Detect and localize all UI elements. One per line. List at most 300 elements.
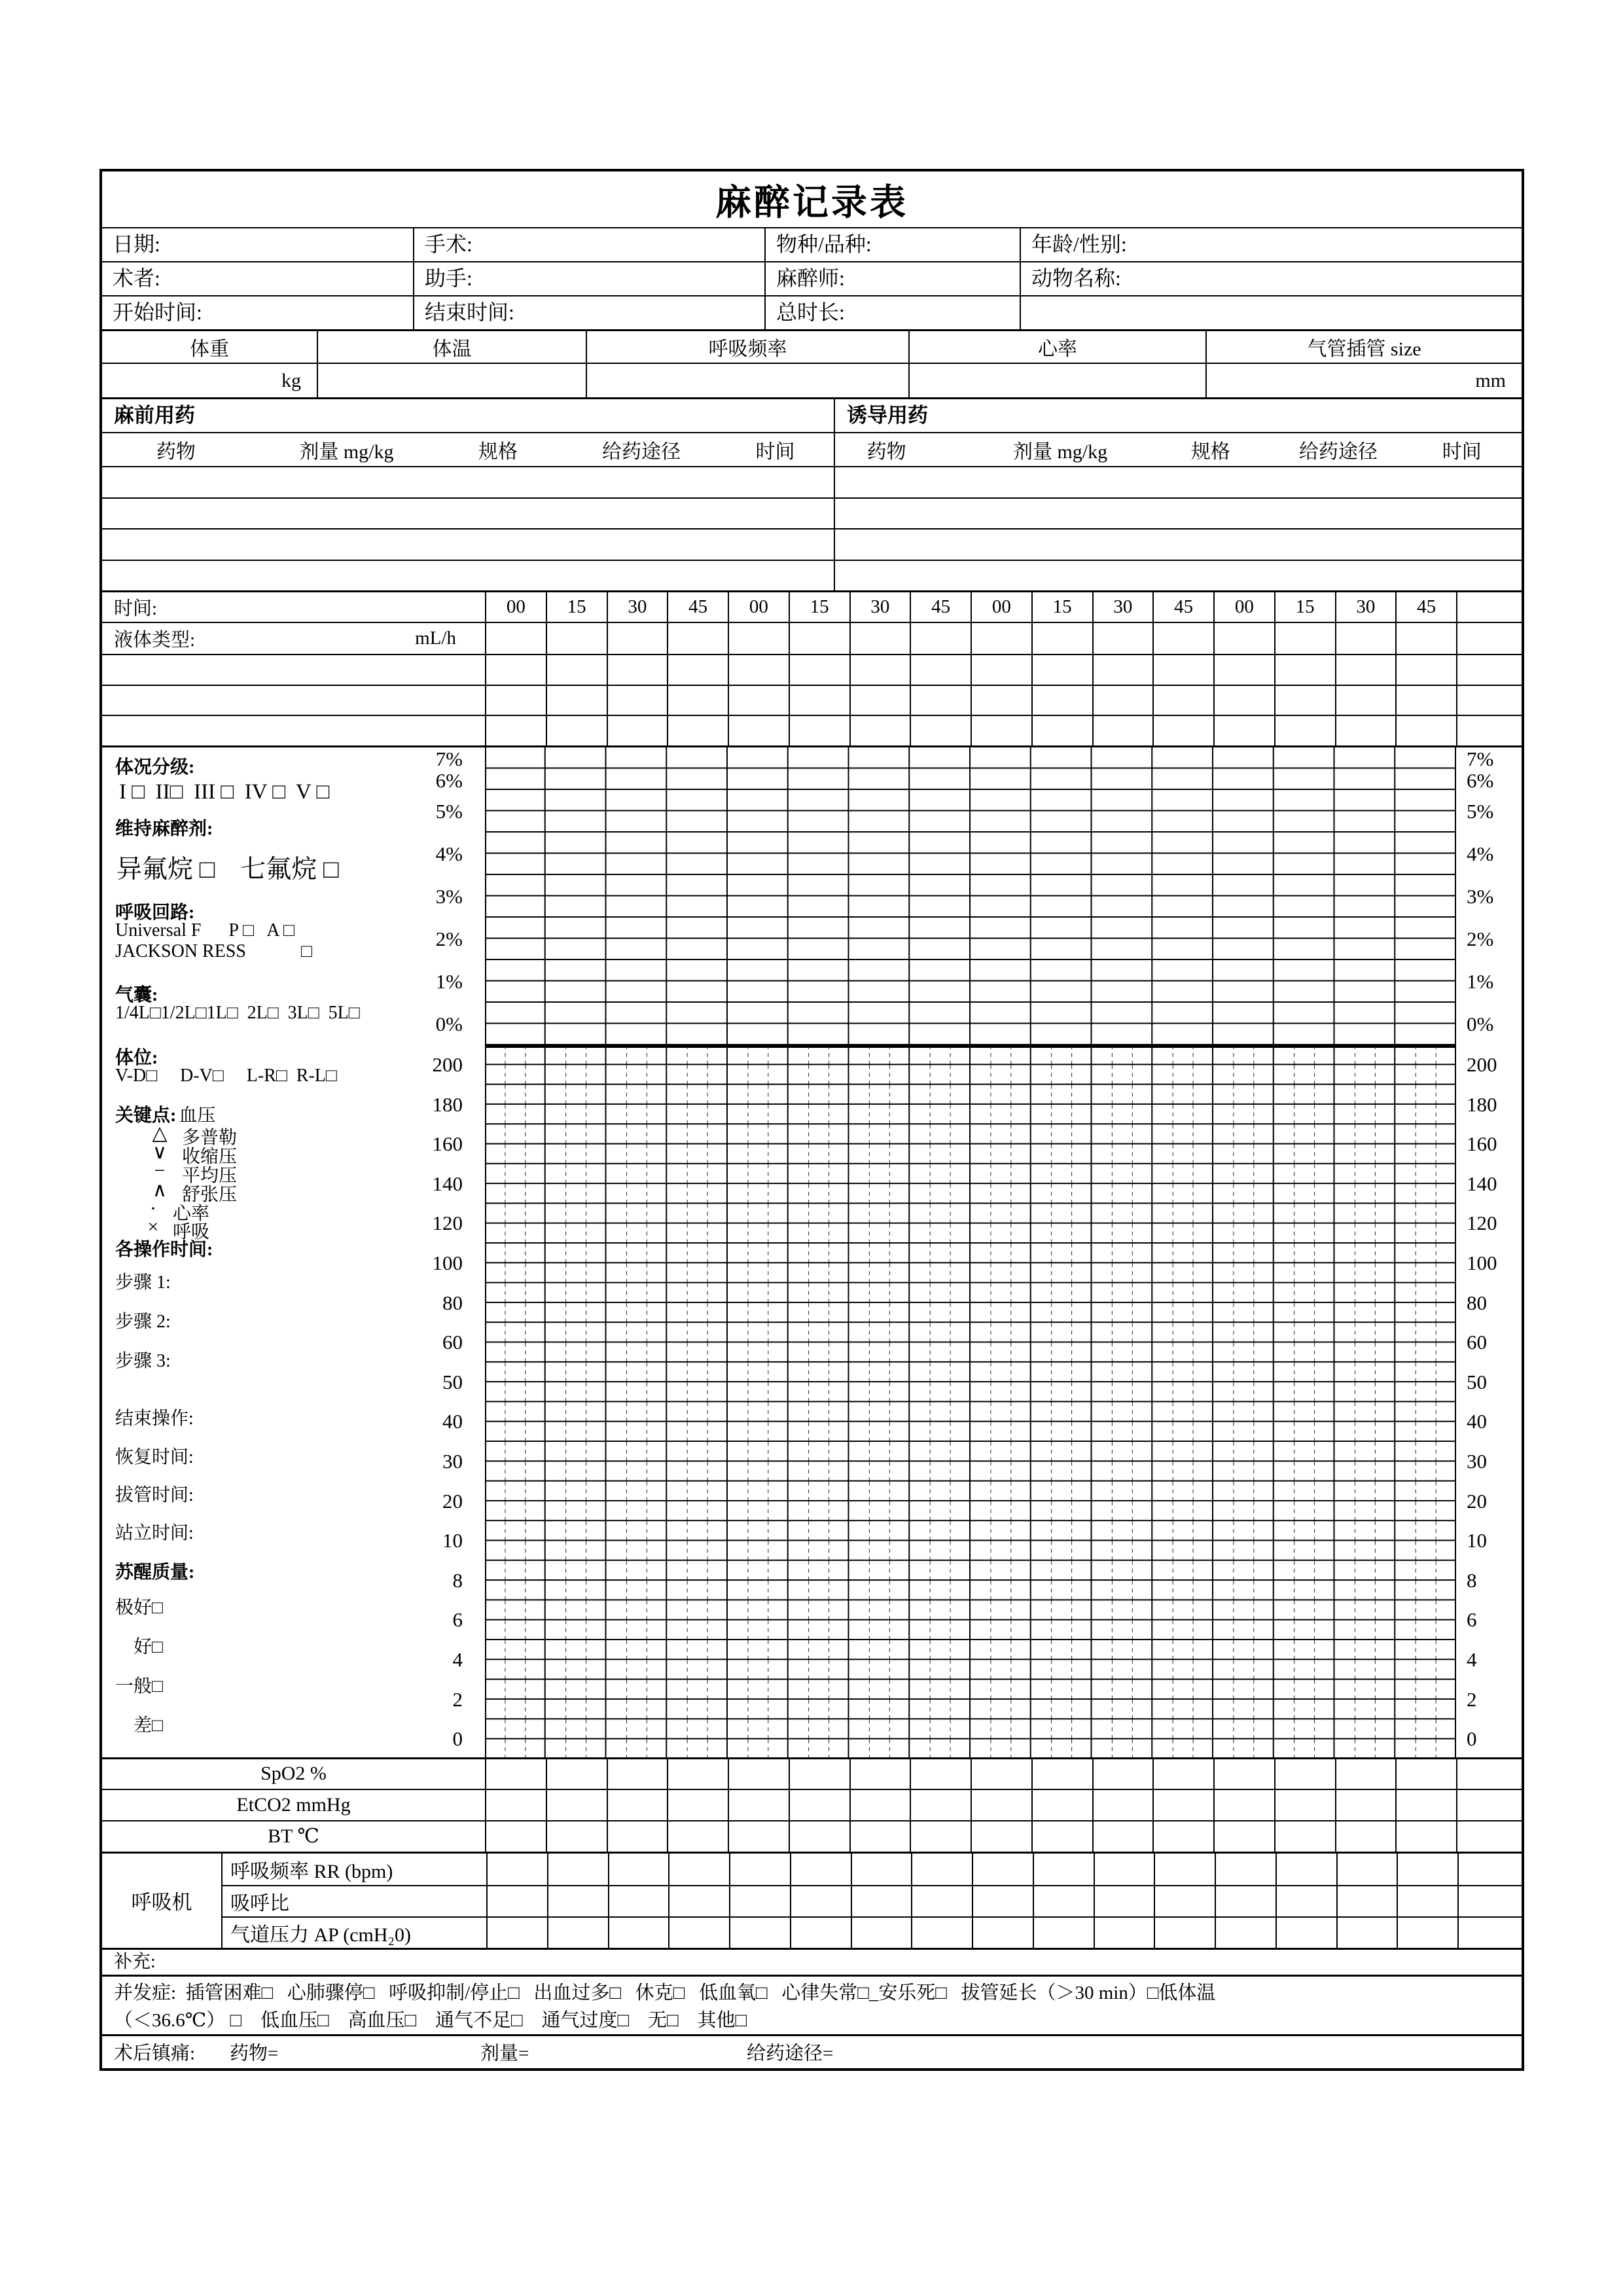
time-tick: 00 [971, 592, 1031, 622]
grid-cell [911, 1886, 972, 1916]
grid-cell [910, 686, 971, 715]
grid-cell [668, 1886, 729, 1916]
grid-cell [1275, 1918, 1336, 1948]
fluid-type-label: 液体类型: [114, 630, 196, 651]
grid-cell [1094, 1854, 1154, 1885]
grid-cell [668, 1918, 729, 1948]
fluid-entry-row [102, 654, 1522, 685]
grid-cell [1031, 1790, 1092, 1820]
grid-cell [1033, 1886, 1094, 1916]
grid-cell [1154, 1854, 1215, 1885]
value-axis-left: 6 [452, 1607, 463, 1631]
grid-cell [728, 686, 789, 715]
grid-cell [789, 1759, 849, 1789]
grid-cell [910, 1821, 971, 1852]
route-column-header: 给药途径 [1298, 441, 1378, 463]
value-axis-left: 4 [452, 1647, 463, 1671]
ventilator-airway-pressure-label: 气道压力 AP (cmH₂0) [230, 1924, 411, 1946]
respiration-symbol: × [147, 1215, 159, 1238]
dose-column-header: 剂量 mg/kg [1012, 441, 1108, 463]
time-tick: 45 [667, 592, 728, 622]
value-axis-right: 140 [1467, 1172, 1497, 1195]
grid-cell [608, 1886, 669, 1916]
grid-cell [1154, 1918, 1215, 1948]
time-tick: 30 [849, 592, 910, 622]
age-sex-label: 年龄/性别: [1020, 228, 1522, 261]
grid-tail-cell [1456, 716, 1522, 745]
percent-axis-right: 2% [1467, 927, 1494, 950]
systolic-label: 收缩压 [182, 1146, 238, 1167]
grid-cell [1215, 1918, 1275, 1948]
supplement-row [102, 1948, 1522, 1975]
grid-tail-cell [1456, 1821, 1522, 1852]
grid-cell [1152, 1759, 1213, 1789]
end-time-label: 结束时间: [413, 296, 764, 329]
ventilator-ie-ratio-label: 吸呼比 [230, 1892, 289, 1914]
respiratory-rate-header: 呼吸频率 [586, 331, 908, 363]
extubation-time-label: 拔管时间: [115, 1484, 194, 1505]
grid-cell [972, 1918, 1033, 1948]
grid-cell [1092, 1759, 1153, 1789]
grid-cell [728, 1821, 789, 1852]
grid-cell [728, 1759, 789, 1789]
quality-good-option: 好□ [134, 1636, 163, 1657]
grid-cell [1335, 655, 1396, 685]
grid-cell [1215, 1886, 1275, 1916]
air-bag-options: 1/4L□1/2L□1L□ 2L□ 3L□ 5L□ [115, 1002, 360, 1023]
ventilator-label: 呼吸机 [131, 1891, 192, 1914]
grid-cell [1395, 655, 1456, 685]
percent-axis-right: 4% [1467, 842, 1494, 865]
grid-cell [849, 1790, 910, 1820]
induction-entry-cell [834, 561, 1522, 591]
weight-unit: kg [281, 369, 301, 391]
grid-cell [1336, 1854, 1397, 1885]
info-row-3 [102, 295, 1522, 329]
mean-pressure-label: 平均压 [182, 1165, 238, 1186]
value-axis-left: 8 [452, 1568, 463, 1592]
grid-cell [790, 1854, 851, 1885]
grid-cell [1033, 1918, 1094, 1948]
grid-cell [667, 1821, 728, 1852]
grid-cell [971, 1759, 1031, 1789]
step3-label: 步骤 3: [115, 1350, 171, 1371]
complications-row [102, 1975, 1522, 2034]
grid-cell [486, 1918, 547, 1948]
doppler-label: 多普勒 [182, 1127, 238, 1148]
grid-cell [851, 1854, 912, 1885]
percent-axis-right: 1% [1467, 969, 1494, 993]
value-axis-left: 20 [442, 1489, 463, 1513]
respiration-legend-label: 呼吸 [173, 1221, 210, 1242]
value-axis-right: 80 [1467, 1291, 1487, 1314]
value-axis-left: 120 [432, 1211, 463, 1234]
percent-axis-right: 6% [1467, 768, 1494, 792]
grid-cell [547, 1918, 608, 1948]
grid-cell [971, 1790, 1031, 1820]
grid-cell [849, 1759, 910, 1789]
maintenance-anesthetic-options: 异氟烷 □ 七氟烷 □ [116, 855, 339, 884]
grid-cell [728, 623, 789, 654]
premedication-columns [102, 433, 834, 466]
value-axis-right: 160 [1467, 1132, 1497, 1155]
grid-cell [972, 1854, 1033, 1885]
grid-cell [485, 1759, 546, 1789]
grid-cell [485, 623, 546, 654]
value-axis-right: 8 [1467, 1568, 1477, 1592]
grid-cell [790, 1918, 851, 1948]
grid-cell [1094, 1918, 1154, 1948]
grid-cell [1335, 1790, 1396, 1820]
grid-cell [729, 1854, 790, 1885]
grid-cell [789, 1790, 849, 1820]
grid-cell [1092, 686, 1153, 715]
grid-cell [1274, 686, 1335, 715]
surgery-label: 手术: [413, 228, 764, 261]
percent-grid [485, 747, 1456, 1045]
grid-cell [728, 655, 789, 685]
operation-times-label: 各操作时间: [115, 1239, 213, 1260]
grid-cell [1031, 716, 1092, 745]
complications-line2: （＜36.6℃） □ 低血压□ 高血压□ 通气不足□ 通气过度□ 无□ 其他□ [114, 2009, 747, 2031]
step1-label: 步骤 1: [115, 1272, 171, 1293]
grid-tail-cell [1456, 623, 1522, 654]
page-title: 麻醉记录表 [715, 182, 908, 223]
grid-cell [668, 1854, 729, 1885]
grid-tail-cell [1456, 592, 1522, 622]
grid-cell [547, 1854, 608, 1885]
ventilator-rows [221, 1854, 1522, 1948]
grid-cell [486, 1854, 547, 1885]
grid-cell [1031, 623, 1092, 654]
grid-cell [849, 716, 910, 745]
drug-column-header: 药物 [866, 441, 906, 463]
grid-cell [1092, 623, 1153, 654]
anesthetist-label: 麻醉师: [764, 262, 1020, 295]
systolic-symbol: ∨ [152, 1141, 167, 1163]
grid-cell [1031, 686, 1092, 715]
chart-left-panel [102, 747, 485, 1759]
percent-axis-left: 5% [435, 799, 463, 823]
doppler-symbol: △ [152, 1122, 168, 1144]
recovery-time-label: 恢复时间: [115, 1446, 194, 1467]
vitals-header-row [102, 329, 1522, 363]
grid-cell [1152, 1821, 1213, 1852]
vitals-value-row [102, 363, 1522, 397]
route-column-header: 给药途径 [601, 441, 681, 463]
time-tick: 15 [1031, 592, 1092, 622]
grid-cell [546, 1821, 607, 1852]
ventilator-airway-pressure-row [223, 1916, 1522, 1948]
value-axis-right: 40 [1467, 1409, 1487, 1433]
grid-cell [1033, 1854, 1094, 1885]
induction-header: 诱导用药 [834, 399, 1522, 432]
grid-cell [607, 716, 668, 745]
body-temperature-row [102, 1820, 1522, 1852]
grid-cell [607, 623, 668, 654]
grid-cell [851, 1918, 912, 1948]
percent-axis-left: 3% [435, 884, 463, 908]
vitals-plot-grid [485, 1045, 1456, 1759]
time-tick: 00 [485, 592, 546, 622]
grid-cell [608, 1854, 669, 1885]
grid-cell [789, 623, 849, 654]
grid-cell [485, 716, 546, 745]
percent-axis-left: 2% [435, 927, 463, 950]
grid-cell [1395, 1759, 1456, 1789]
percent-axis-left: 0% [435, 1012, 463, 1035]
recovery-quality-label: 苏醒质量: [115, 1562, 195, 1583]
percent-axis-right: 5% [1467, 799, 1494, 823]
grid-cell [546, 623, 607, 654]
grid-cell [1094, 1886, 1154, 1916]
grid-cell [1152, 623, 1213, 654]
value-axis-right: 20 [1467, 1489, 1487, 1513]
body-position-options: V-D□ D-V□ L-R□ R-L□ [115, 1065, 337, 1086]
grid-cell [1395, 716, 1456, 745]
grid-tail-cell [1457, 1886, 1522, 1916]
grid-cell [971, 686, 1031, 715]
grid-cell [1274, 623, 1335, 654]
value-axis-right: 2 [1467, 1687, 1477, 1711]
medication-entry-row [102, 497, 1522, 529]
medication-section-row [102, 397, 1522, 432]
value-axis-right: 180 [1467, 1092, 1497, 1116]
value-axis-left: 50 [442, 1370, 463, 1393]
supplement-label: 补充: [114, 1951, 156, 1972]
value-axis-left: 160 [432, 1132, 463, 1155]
grid-cell [1274, 1790, 1335, 1820]
grid-tail-cell [1457, 1854, 1522, 1885]
grid-cell [485, 655, 546, 685]
grid-cell [910, 1790, 971, 1820]
grid-cell [1213, 623, 1274, 654]
grid-cell [607, 655, 668, 685]
heart-rate-symbol: · [150, 1197, 156, 1219]
grid-cell [546, 1790, 607, 1820]
percent-axis-left: 6% [435, 768, 463, 792]
ventilator-rr-row [223, 1854, 1522, 1885]
grid-cell [486, 1886, 547, 1916]
induction-entry-cell [834, 499, 1522, 529]
fluid-entry-label-cell [102, 686, 485, 715]
grid-cell [667, 716, 728, 745]
grid-cell [1274, 1759, 1335, 1789]
grid-tail-cell [1456, 1759, 1522, 1789]
grid-cell [608, 1918, 669, 1948]
grid-cell [971, 1821, 1031, 1852]
grid-cell [910, 623, 971, 654]
grid-cell [1397, 1918, 1457, 1948]
etco2-label: EtCO2 mmHg [236, 1793, 351, 1816]
fluid-type-row [102, 622, 1522, 654]
et-tube-size-unit: mm [1205, 364, 1522, 397]
start-time-label: 开始时间: [113, 300, 202, 324]
circuit-universal-option: Universal F P □ A □ [115, 920, 294, 941]
postop-analgesia-row [102, 2034, 1522, 2068]
spo2-label: SpO2 % [260, 1763, 327, 1785]
time-tick: 15 [546, 592, 607, 622]
fluid-entry-row [102, 715, 1522, 745]
grid-cell [849, 655, 910, 685]
grid-cell [910, 655, 971, 685]
time-tick: 00 [728, 592, 789, 622]
chart-right-axis [1456, 747, 1522, 1759]
grid-cell [607, 686, 668, 715]
grid-cell [1335, 716, 1396, 745]
heart-rate-legend-label: 心率 [173, 1203, 210, 1224]
grid-cell [1213, 1821, 1274, 1852]
heart-rate-value-cell [908, 364, 1205, 397]
spec-column-header: 规格 [1190, 441, 1230, 463]
info-row-2 [102, 261, 1522, 295]
mean-pressure-symbol: − [154, 1159, 166, 1181]
title-row [102, 171, 1522, 227]
grid-cell [911, 1854, 972, 1885]
grid-cell [1335, 1821, 1396, 1852]
grid-cell [1274, 655, 1335, 685]
grid-cell [911, 1918, 972, 1948]
grid-cell [910, 716, 971, 745]
grid-cell [1213, 1790, 1274, 1820]
grid-cell [667, 623, 728, 654]
animal-name-label: 动物名称: [1020, 262, 1522, 295]
medication-entry-row [102, 528, 1522, 560]
fluid-rate-unit: mL/h [415, 628, 456, 649]
surgeon-label: 术者: [113, 266, 160, 290]
grid-cell [667, 655, 728, 685]
induction-entry-cell [834, 529, 1522, 560]
grid-cell [1395, 686, 1456, 715]
heart-rate-header: 心率 [908, 331, 1205, 363]
air-bag-label: 气囊: [115, 984, 158, 1005]
grid-cell [972, 1886, 1033, 1916]
grid-cell [1397, 1854, 1457, 1885]
time-tick: 45 [910, 592, 971, 622]
diastolic-symbol: ∧ [152, 1179, 167, 1201]
total-duration-label: 总时长: [764, 296, 1020, 329]
grid-cell [789, 1821, 849, 1852]
body-position-label: 体位: [115, 1047, 158, 1068]
grid-cell [1213, 655, 1274, 685]
end-operation-label: 结束操作: [115, 1408, 194, 1429]
keypoint-value: 血压 [179, 1105, 216, 1126]
quality-excellent-option: 极好□ [115, 1597, 163, 1618]
spec-column-header: 规格 [478, 441, 518, 463]
grid-cell [729, 1918, 790, 1948]
percent-axis-right: 3% [1467, 884, 1494, 908]
value-axis-left: 30 [442, 1449, 463, 1473]
value-axis-left: 200 [432, 1052, 463, 1076]
grid-cell [1395, 623, 1456, 654]
grid-cell [1154, 1886, 1215, 1916]
grid-cell [1213, 686, 1274, 715]
percent-axis-left: 1% [435, 969, 463, 993]
temperature-header: 体温 [317, 331, 586, 363]
assistant-label: 助手: [413, 262, 764, 295]
premed-entry-cell [102, 499, 834, 529]
value-axis-left: 100 [432, 1251, 463, 1274]
value-axis-right: 0 [1467, 1727, 1477, 1750]
premed-entry-cell [102, 467, 834, 497]
value-axis-right: 30 [1467, 1449, 1487, 1473]
anesthesia-chart-band [102, 745, 1522, 1757]
postop-analgesia-label: 术后镇痛: [114, 2043, 196, 2064]
value-axis-left: 10 [442, 1528, 463, 1552]
time-tick: 30 [607, 592, 668, 622]
empty-cell [1020, 296, 1522, 329]
value-axis-right: 120 [1467, 1211, 1497, 1234]
ventilator-rr-label: 呼吸频率 RR (bpm) [230, 1860, 393, 1882]
value-axis-left: 80 [442, 1291, 463, 1314]
grid-cell [607, 1759, 668, 1789]
temperature-value-cell [317, 364, 586, 397]
diastolic-label: 舒张压 [182, 1184, 238, 1205]
fluid-entry-label-cell [102, 655, 485, 685]
grid-cell [667, 1790, 728, 1820]
grid-cell [1215, 1854, 1275, 1885]
keypoint-label: 关键点: [115, 1105, 177, 1126]
grid-cell [1092, 716, 1153, 745]
analgesia-route-label: 给药途径= [747, 2043, 834, 2064]
grid-cell [849, 686, 910, 715]
grid-cell [1152, 686, 1213, 715]
percent-axis-left: 4% [435, 842, 463, 865]
grid-cell [485, 1821, 546, 1852]
value-axis-right: 6 [1467, 1607, 1477, 1631]
grid-cell [1152, 716, 1213, 745]
grid-cell [1274, 716, 1335, 745]
date-label: 日期: [113, 232, 160, 256]
grid-cell [1336, 1886, 1397, 1916]
grid-cell [728, 1790, 789, 1820]
grid-cell [546, 1759, 607, 1789]
standing-time-label: 站立时间: [115, 1522, 194, 1543]
grid-cell [1335, 623, 1396, 654]
grid-tail-cell [1456, 655, 1522, 685]
grid-tail-cell [1456, 686, 1522, 715]
grid-cell [1275, 1886, 1336, 1916]
value-axis-right: 60 [1467, 1330, 1487, 1354]
grid-cell [1092, 655, 1153, 685]
grid-cell [1336, 1918, 1397, 1948]
grid-cell [728, 716, 789, 745]
grid-cell [1152, 655, 1213, 685]
time-column-header: 时间 [1442, 441, 1482, 463]
grid-cell [971, 655, 1031, 685]
circuit-jackson-option: JACKSON RESS □ [115, 941, 312, 961]
grid-cell [607, 1821, 668, 1852]
grid-tail-cell [1456, 1790, 1522, 1820]
analgesia-drug-label: 药物= [230, 2043, 279, 2064]
grid-cell [1031, 655, 1092, 685]
grid-cell [789, 655, 849, 685]
value-axis-right: 100 [1467, 1251, 1497, 1274]
grid-cell [667, 1759, 728, 1789]
quality-fair-option: 一般□ [115, 1676, 163, 1696]
et-tube-size-header: 气管插管 size [1205, 331, 1522, 363]
species-label: 物种/品种: [764, 228, 1020, 261]
grid-cell [485, 1790, 546, 1820]
time-column-header: 时间 [755, 441, 795, 463]
value-axis-right: 200 [1467, 1052, 1497, 1076]
grid-cell [546, 716, 607, 745]
grid-cell [1275, 1854, 1336, 1885]
premedication-header: 麻前用药 [114, 404, 195, 427]
info-row-1 [102, 227, 1522, 261]
grid-cell [1395, 1821, 1456, 1852]
value-axis-left: 2 [452, 1687, 463, 1711]
